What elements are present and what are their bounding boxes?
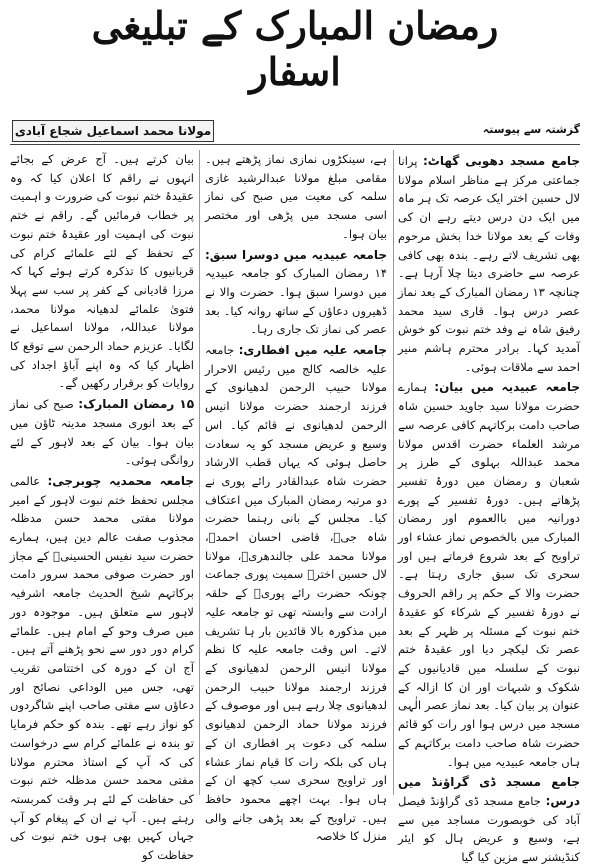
author-byline: مولانا محمد اسماعیل شجاع آبادی bbox=[12, 120, 214, 142]
paragraph-text: عالمی مجلس تحفظ ختم نبوت لاہور کے امیر مولانا مفتی محمد حسن مدظلہ مجذوب صفت عالم دین ہیں، ہمارے حضرت سید نفیس الحسینیؒ کے مجاز اور حضرت صوفی محمد سرور دامت برکاتہم شیخ الحدیث جامعہ اشرفیہ لاہور سے متعلق ہیں۔ موجودہ دور میں صرف وحو کے امام ہیں۔ علمائے کرام دور دور سے نحو پڑھنے آتے ہیں۔ آج ان کے دورہ کی اختتامی تقریب تھی، جس میں الوداعی نصائح اور دعاؤں سے مفتی صاحب اپنے شاگردوں کو نواز رہے تھے۔ بندہ کو حکم فرمایا تو بندہ نے علمائے کرام سے درخواست کی کہ آپ کے استاذ محترم مولانا مفتی محمد حسن مدظلہ ختم نبوت کی حفاظت کے لئے ہر وقت کمربستہ رہتے ہیں۔ آپ نے ان کے پیغام کو آپ جہاں کہیں بھی ہوں ختم نبوت کی حفاظت کو bbox=[10, 473, 194, 863]
paragraph-text: ہے، سینکڑوں نمازی نماز پڑھتے ہیں۔ مقامی مبلغ مولانا عبدالرشید غازی سلمہ کی معیت میں صبح کی نماز اسی مسجد میں پڑھی اور مختصر بیان ہوا۔ bbox=[205, 152, 387, 241]
section-heading: جامعہ محمدیہ چوبرجی: bbox=[47, 473, 194, 488]
article-title bbox=[0, 4, 590, 94]
title-line-2: اسفار bbox=[249, 49, 341, 94]
header-divider bbox=[10, 144, 580, 145]
section-heading: ۱۵ رمضان المبارک: bbox=[78, 397, 195, 412]
paragraph-text: ہمارے حضرت مولانا سید جاوید حسین شاہ صاحب دامت برکاتہم کافی عرصہ سے مرشد العلماء حضرت اقدس مولانا محمد عبداللہ بہلوی کے طرز پر شعبان و رمضان میں دورۂ تفسیر پڑھاتے ہیں۔ دورۂ تفسیر کے پورے دورانیہ میں باالعموم اور رمضان المبارک میں بالخصوص نماز عشاء اور تراویح کے بعد شروع فرماتے ہیں اور سحری تک سبق جاری رہتا ہے۔ حضرت والا کے حکم پر راقم الحروف نے دورۂ تفسیر کے شرکاء کو عقیدۂ ختم نبوت کے مسئلہ پر ظہر کے بعد عصر تک لیکچر دیا اور عقیدۂ ختم نبوت کے سلسلہ میں قادیانیوں کے شکوک و شبہات اور ان کا ازالہ کے عنوان پر بیان کیا۔ بعد نماز عصر الٰہی مسجد میں درس ہوا اور رات کو قائم حضرت شاہ صاحب دامت برکاتہم کے ہاں جامعہ عبیدیہ میں ہوا۔ bbox=[398, 380, 580, 769]
continued-label: گزشتہ سے پیوستہ bbox=[482, 123, 580, 136]
column-middle bbox=[205, 150, 388, 844]
paragraph-text: ۱۴ رمضان المبارک کو جامعہ عبیدیہ میں دوسرا سبق ہوا۔ حضرت والا نے ڈھیروں دعاؤں کے ساتھ روانہ کیا۔ بعد عصر کی نماز تک جاری رہا۔ bbox=[205, 266, 387, 337]
section-heading: جامعہ علیہ میں افطاری: bbox=[238, 343, 388, 358]
paragraph-text: پرانا جماعتی مرکز ہے مناظر اسلام مولانا لال حسین اختر ایک عرصہ تک ہر ماہ میں ایک دن درس دیتے رہے ان کی وفات کے بعد مولانا خدا بخش مرحوم بھی تشریف لاتے رہے۔ بندہ بھی کافی عرصہ سے حاضری دیتا چلا آرہا ہے۔ چنانچہ ۱۳ رمضان المبارک کے بعد نماز عصر درس ہوا۔ قاری سید محمد رفیق شاہ نے وفد ختم نبوت کو خوش آمدید کہا۔ برادر محترم ہاشم منیر احمد سے ملاقات ہوئی۔ bbox=[398, 154, 580, 374]
column-left bbox=[10, 150, 195, 863]
title-line-1: رمضان المبارک کے تبلیغی bbox=[91, 3, 499, 48]
column-divider bbox=[199, 150, 200, 795]
paragraph-text: جامعہ علیہ خالصہ کالج میں رئیس الاحرار مولانا حبیب الرحمن لدھیانوی کے فرزند ارجمند حضرت مولانا انیس الرحمن لدھیانوی نے قائم کیا۔ اس وسیع و عریض مسجد کو یہ سعادت حاصل ہوئی کہ یہاں قطب الارشاد حضرت شاہ عبدالقادر رائے پوری نے دو مرتبہ رمضان المبارک میں اعتکاف کیا۔ مجلس کے بانی رہنما حضرت شاہ جیؒ، قاضی احسان احمدؒ، مولانا محمد علی جالندھریؒ، مولانا لال حسین اخترؒ سمیت پوری جماعت چونکہ حضرت رائے پوریؒ کے حلقہ ارادت سے وابستہ تھی تو جامعہ علیہ میں مذکورہ بالا قائدین بار ہا تشریف لاتے۔ اس وقت جامعہ علیہ کا نظم مولانا انیس الرحمن لدھیانوی کے فرزند ارجمند مولانا حبیب الرحمن لدھیانوی چلا رہے ہیں اور موصوف کے فرزند مولانا حماد الرحمن لدھیانوی سلمہ کی دعوت پر افطاری ان کے ہاں کی بلکہ رات کا قیام نماز عشاء اور تراویح سحری سب کچھ ان کے ہاں ہوا۔ بہت اچھے محمود حافظ ہیں۔ تراویح کے بعد پڑھی جانے والی منزل کا خلاصہ bbox=[205, 343, 387, 844]
paragraph-text: صبح کی نماز کے بعد انوری مسجد مدینہ ٹاؤن میں بیان ہوا۔ بیان کے بعد لاہور کے لئے روانگی ہوئی۔ bbox=[10, 397, 194, 468]
column-divider bbox=[393, 150, 394, 795]
paragraph bbox=[10, 150, 194, 393]
paragraph-text: جامع مسجد ڈی گراؤنڈ فیصل آباد کی خوبصورت مساجد میں سے ہے، وسیع و عریض ہال کو ایئر کنڈیشنر سے مزین کیا گیا bbox=[398, 793, 580, 865]
paragraph-text: بیان کرتے ہیں۔ آج عرض کے بجائے انہوں نے راقم کا اعلان کیا کہ وہ عقیدۂ ختم نبوت کی ضرورت و اہمیت پر خطاب فرمائیں گے۔ راقم نے ختم نبوت کی اہمیت اور عقیدۂ ختم نبوت کے تحفظ کے لئے علمائے کرام کی قربانیوں کا تذکرہ کرتے ہوئے کہا کہ مرزا قادیانی کے کفر پر سب سے پہلا فتویٰ علمائے لدھیانہ مولانا محمد، مولانا عبداللہ، مولانا اسماعیل نے لگایا۔ عزیزم حماد الرحمن سے توقع کا اظہار کیا کہ وہ اپنے آباؤ اجداد کی روایات کو برقرار رکھیں گے۔ bbox=[10, 152, 194, 391]
section-heading: جامعہ عبیدیہ میں دوسرا سبق: bbox=[205, 247, 387, 262]
paragraph bbox=[205, 150, 387, 244]
section-heading: جامعہ عبیدیہ میں بیان: bbox=[434, 380, 580, 395]
section-heading: جامع مسجد دھوبی گھاٹ: bbox=[422, 154, 580, 168]
column-right bbox=[398, 150, 580, 865]
section-heading: جامع مسجد ڈی گراؤنڈ میں درس: bbox=[398, 775, 580, 808]
